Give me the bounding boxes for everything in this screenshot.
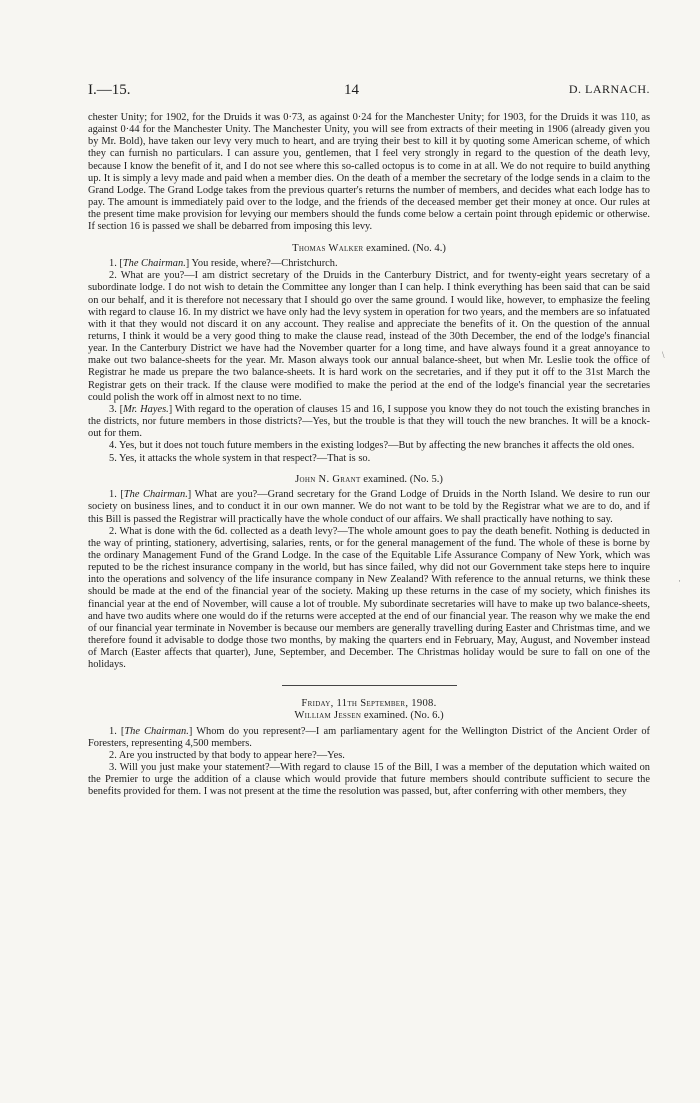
running-header [88, 82, 650, 104]
margin-speck: \ [662, 350, 665, 360]
question-paragraph: 2. Are you instructed by that body to appear here?—Yes. [109, 749, 345, 761]
answer-text: ] With regard to the operation of clauses 15 and 16, I suppose you know they do not touch the existing branches in the districts, nor future members in those districts?—Yes, but the trouble is that they will touch the new branches. It will be a knock-out for them. [88, 403, 651, 440]
witness-header: D. LARNACH. [568, 82, 650, 96]
opening-paragraph: chester Unity; for 1902, for the Druids it was 0·73, as against 0·24 for the Manchester Unity; for 1903, for the Druids it was 110, as against 0·44 for the Manchester Unity. The Manchester Unity, you will see from extracts of their meeting in 1906 (already given you by Mr. Bold), have taken our levy very much to heart, and are trying their best to kill it by quoting some American scheme, of which they can furnish no particulars. I can assure you, gentlemen, that I feel very strongly in regard to the question of the death levy, because I know the benefit of it, and I do not see where this so-called octopus is to come in at all. We do not require to build anything up. It is simply a levy made and paid when a member dies. On the death of a member the secretary of the lodge sends in a claim to the Grand Lodge. The Grand Lodge takes from the previous quarter's returns the number of members, and decides what each lodge has to pay. The amount is immediately paid over to the lodge, and the friends of the deceased member get their money at once. Our rules at the present time make provision for levying our members should the funds come below a certain point through epidemic or otherwise. If section 16 is passed we shall be debarred from imposing this levy. [88, 112, 650, 233]
question-paragraph: 2. What are you?—I am district secretary of the Druids in the Canterbury District, and for twenty-eight years secretary of a subordinate lodge. I do not wish to detain the Committee any longer than I can help. I think everything has been said that can be said on our behalf, and it is therefore not necessary that I should go over the same ground. I would like, however, to emphasize the feeling with regard to clause 16. In my district we have only had the levy system in operation for two years, and the members are so infatuated with it that they would not discard it on any account. They realise and appreciate the benefits of it. On the question of the annual returns, I think it would be a very good thing to make the clause read, instead of the 30th December, the end of the lodge's financial year. In the Canterbury District we have had the November quarter for a long time, and have always found it a great annoyance to make out two balance-sheets for the year. Mr. Mason always took our annual balance-sheet, but when Mr. Leslie took the office of Registrar he made us prepare the two balance-sheets. It is hard work on the secretaries, and if they put it off to the 31st March the Registrar gets on their track. If the clause were modified to make the period at the end of the lodge's financial year the secretaries could polish the work off in almost next to no time. [88, 270, 650, 403]
question-paragraph: 2. What is done with the 6d. collected as a death levy?—The whole amount goes to pay the death benefit. Nothing is deducted in the way of printing, stationery, advertising, salaries, rents, or for the general management of the fund. The whole of these is borne by the ordinary Management Fund of the Grand Lodge. In the case of the Equitable Life Assurance Company of New York, which was reputed to be the richest insurance company in the world, but has since failed, why did not our Government take steps here to inquire into the operations and solvency of the life insurance company in New Zealand? With reference to the annual returns, we think these should be made at the end of the financial year of the society. Making up these returns in the case of my society, which finishes its financial year at the end of November, will cause a lot of trouble. My subordinate secretaries will have to make up two balance-sheets, and have two audits where one would do if the returns were accepted at the end of our financial year. The reason why we make the end of our financial year terminate in November is because our members are generally travelling during Easter and Christmas time, and we therefore found it advisable to dodge those two months, by making the quarters end in February, May, August, and November instead of March (Easter affects that quarter), June, September, and December. The Christmas holiday would be sure to fall on one of the holidays. [88, 525, 650, 671]
answer-text: ] Whom do you represent?—I am parliamentary agent for the Wellington District of the Ancient Order of Foresters, representing 4,500 members. [88, 725, 650, 749]
date-heading: Friday, 11th September, 1908. [301, 697, 437, 709]
question-paragraph: 1. [The Chairman.] Whom do you represent?—I am parliamentary agent for the Wellington District of the Ancient Order of Foresters, representing 4,500 members. [88, 725, 650, 749]
answer-text: ] You reside, where?—Christchurch. [185, 258, 338, 270]
question-paragraph: 5. Yes, it attacks the whole system in that respect?—That is so. [109, 452, 371, 464]
question-paragraph: 1. [The Chairman.] What are you?—Grand secretary for the Grand Lodge of Druids in the North Island. We desire to run our society on business lines, and to conduct it in our own manner. We do not want to be told by the Registrar what we are to do, and if this Bill is passed the Registrar will practically have the whole conduct of our affairs. We shall practically have nothing to say. [88, 489, 650, 525]
witness-name: John N. Grant [295, 473, 361, 485]
answer-text: ] What are you?—Grand secretary for the Grand Lodge of Druids in the North Island. We desire to run our society on business lines, and to conduct it in our own manner. We do not want to be told by the Registrar what we are to do, and if this Bill is passed the Registrar will practically have the whole conduct of our affairs. We shall practically have nothing to say. [88, 489, 650, 525]
witness-heading-jessen [88, 710, 650, 723]
speaker: The Chairman. [124, 725, 189, 737]
speaker: Mr. Hayes. [123, 403, 169, 415]
witness-heading-suffix: examined. (No. 5.) [360, 473, 443, 485]
witness-name: William Jessen [294, 710, 362, 722]
document-body [88, 112, 650, 799]
question-paragraph: 1. [The Chairman.] You reside, where?—Christchurch. [109, 258, 338, 270]
speaker: The Chairman. [122, 258, 186, 270]
witness-heading-suffix: examined. (No. 6.) [361, 710, 444, 722]
speaker: The Chairman. [123, 489, 188, 501]
question-paragraph: 3. [Mr. Hayes.] With regard to the operation of clauses 15 and 16, I suppose you know they do not touch the existing branches in the districts, nor future members in those districts?—Yes, but the trouble is that they will touch the new branches. It will be a knock-out for them. [88, 403, 651, 440]
section-divider [282, 685, 457, 686]
witness-heading-suffix: examined. (No. 4.) [363, 242, 446, 254]
margin-speck: · [678, 576, 681, 586]
witness-heading-grant [88, 474, 650, 487]
page-number: 14 [344, 82, 359, 98]
witness-name: Thomas Walker [292, 242, 364, 254]
witness-heading-walker [88, 243, 650, 256]
question-paragraph: 4. Yes, but it does not touch future members in the existing lodges?—But by affecting the new branches it affects the old ones. [109, 440, 635, 452]
question-paragraph: 3. Will you just make your statement?—With regard to clause 15 of the Bill, I was a member of the deputation which waited on the Premier to urge the addition of a clause which would provide that future members should contribute sufficient to secure the benefits provided for them. I was not present at the time the resolution was passed, but, after conferring with other members, they [88, 762, 650, 798]
paper-number: I.—15. [88, 82, 131, 98]
